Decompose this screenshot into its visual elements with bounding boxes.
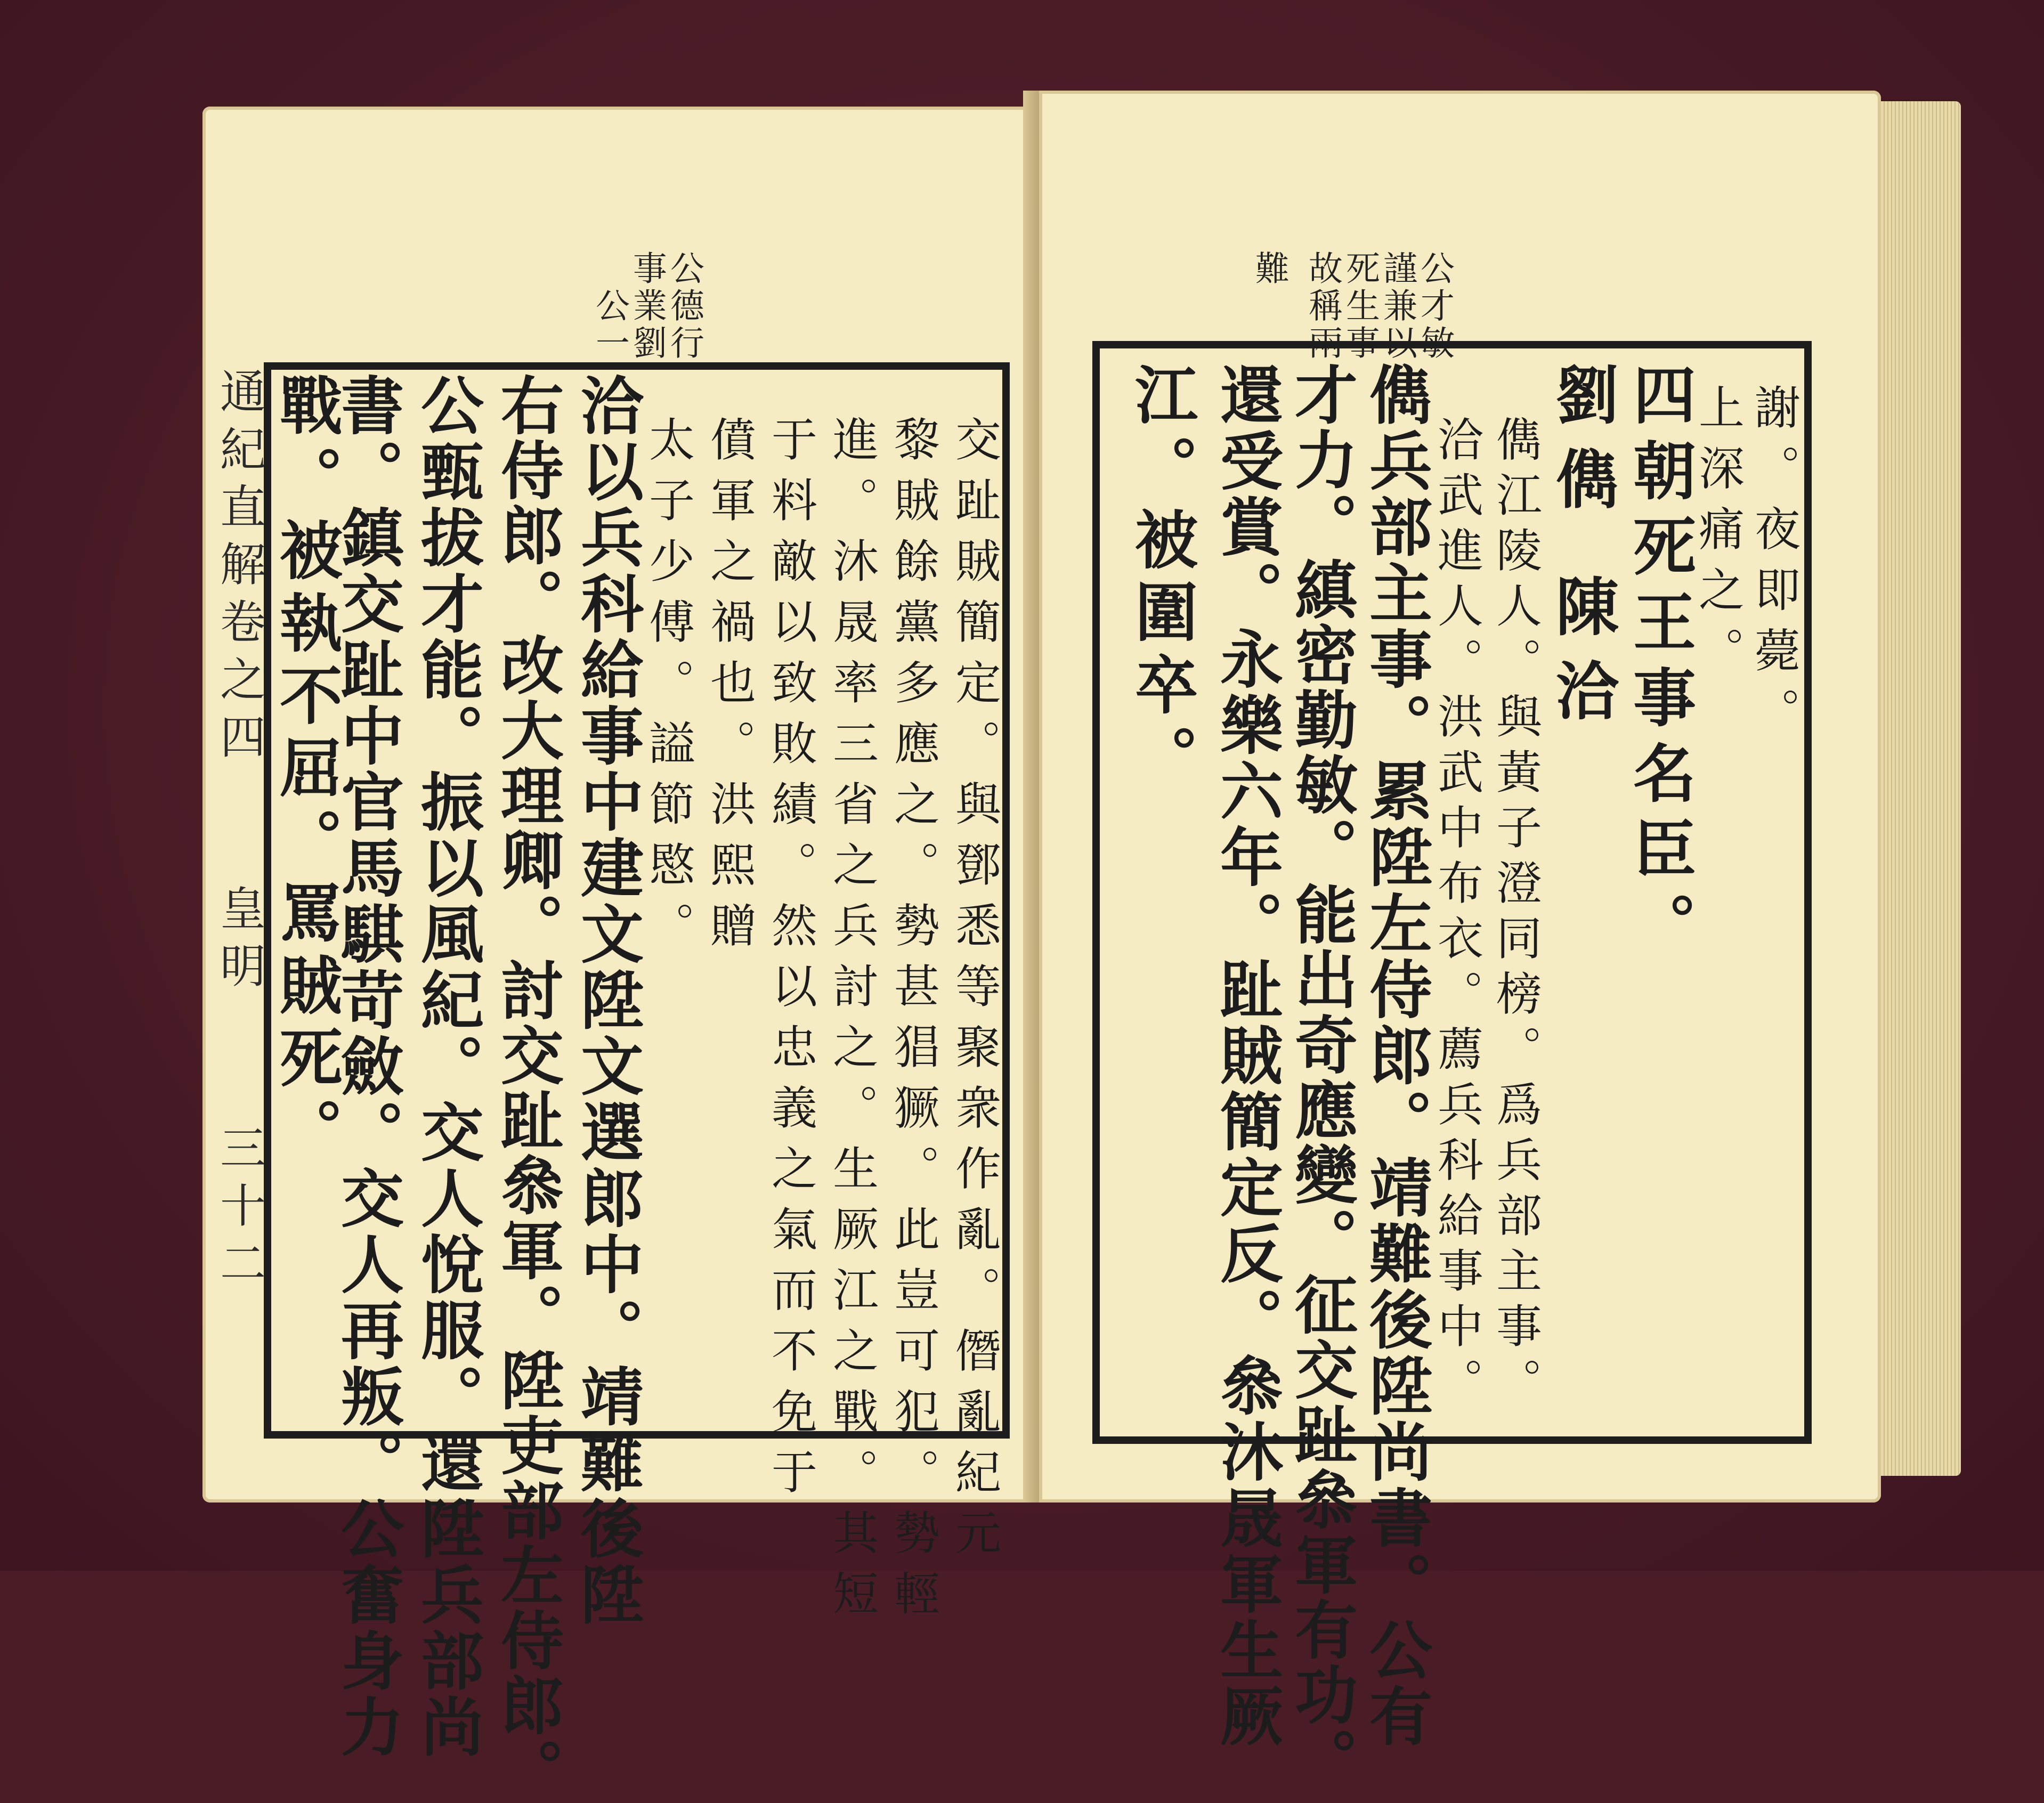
right-header-note-4: 故稱兩 — [1303, 250, 1342, 362]
right-col-1: 謝。夜即薨。 — [1747, 384, 1800, 748]
folio-number: 三十二 — [212, 1124, 265, 1297]
left-header-note-1: 公德行 — [664, 250, 704, 362]
left-col-2: 黎賊餘黨多應之。勢甚猖獗。此豈可犯。勢輕 — [886, 416, 939, 1630]
right-col-10: 江。被圍卒。 — [1124, 362, 1198, 797]
page-edges — [1881, 101, 1961, 1476]
left-header-note-3: 公一 — [590, 288, 629, 362]
left-col-7: 洽以兵科給事中建文陞文選郎中。靖難後陞 — [570, 373, 644, 1628]
left-col-4: 于料敵以致敗績。然以忠義之氣而不免于 — [764, 416, 817, 1509]
right-col-3: 四朝死王事名臣。 — [1623, 362, 1697, 968]
section-label: 皇明 — [212, 884, 265, 1000]
right-col-5: 儁江陵人。與黃子澄同榜。爲兵部主事。 — [1488, 416, 1542, 1413]
left-col-6: 太子少傅。謚節愍。 — [641, 416, 694, 962]
right-col-4: 劉儁 陳洽 — [1545, 362, 1619, 743]
left-col-1: 交趾賊簡定。與鄧悉等聚衆作亂。僭亂紀元 — [947, 416, 1001, 1570]
left-col-3: 進。沐晟率三省之兵討之。生厥江之戰。其短 — [825, 416, 878, 1630]
right-col-2: 上深痛之。 — [1691, 384, 1744, 687]
left-col-10: 書。鎮交趾中官馬騏苛斂。交人再叛。公奮身力 — [330, 373, 404, 1760]
left-col-11: 戰。被執不屈。罵賊死。 — [269, 373, 343, 1170]
right-header-note-2: 謹兼以 — [1377, 250, 1417, 362]
running-title: 通紀直解卷之四 — [212, 368, 265, 770]
left-col-9: 公甄拔才能。振以風紀。交人悅服。還陞兵部尚 — [410, 373, 484, 1760]
right-col-8: 才力。縝密勤敏。能出奇應變。征交趾叅軍有功。 — [1284, 362, 1358, 1792]
left-header-note-2: 事業劉 — [627, 250, 667, 362]
right-header-note-1: 公才敏 — [1415, 250, 1454, 362]
left-col-5: 僨軍之禍也。洪熙贈 — [702, 416, 756, 962]
right-col-7: 儁兵部主事。累陞左侍郎。靖難後陞尚書。公有 — [1359, 362, 1433, 1750]
right-header-note-3: 死生事 — [1340, 250, 1380, 362]
right-col-9: 還受賞。永樂六年。趾賊簡定反。叅沐晟軍生厥 — [1210, 362, 1284, 1750]
right-header-note-5: 難 — [1250, 250, 1289, 288]
right-col-6: 洽武進人。洪武中布衣。薦兵科給事中。 — [1430, 416, 1483, 1413]
left-col-8: 右侍郎。改大理卿。討交趾叅軍。陞吏部左侍郎。 — [490, 373, 564, 1803]
